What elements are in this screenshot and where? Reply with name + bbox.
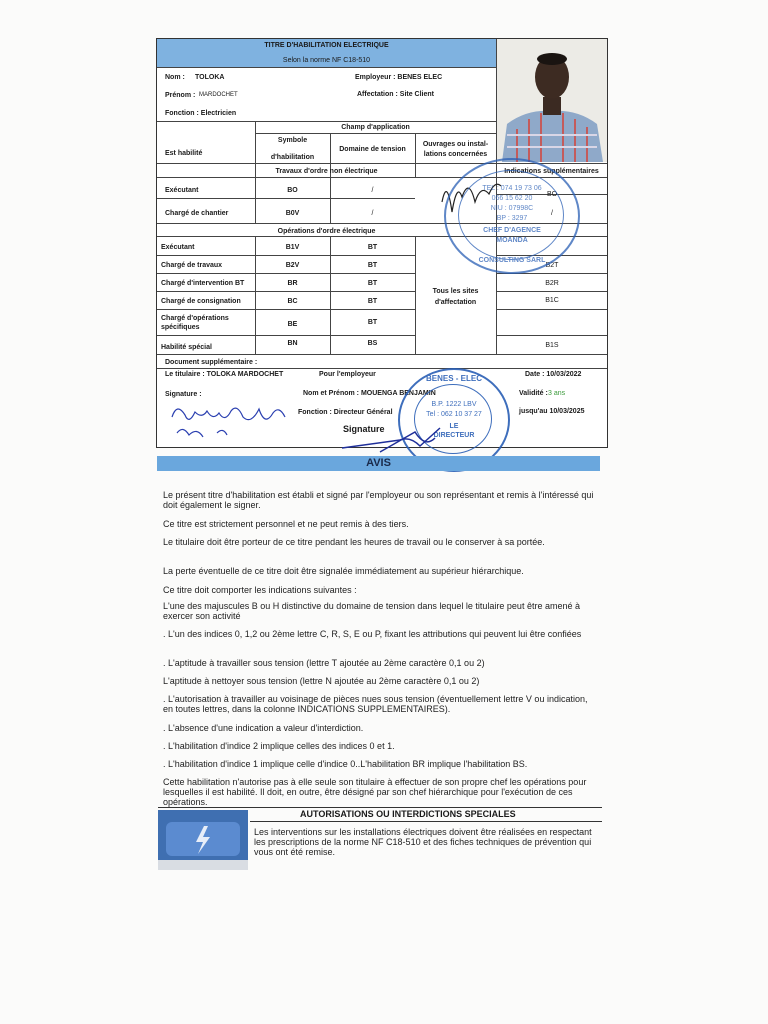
row-travaux-symbole: B2V: [285, 262, 300, 269]
holder-photo: [497, 39, 607, 162]
row-chantier-label: Chargé de chantier: [165, 210, 229, 217]
avis-p5: Ce titre doit comporter les indications suivantes :: [163, 585, 357, 595]
row-executant-nonelec-symbole: BO: [287, 187, 298, 194]
row-specifiques-symbole: BE: [287, 321, 298, 328]
electric-logo-image: [158, 810, 248, 870]
avis-p1: Le présent titre d'habilitation est établi et signé par l'employeur ou son représentant et remis à l'intéressé qui doit également le signer.: [163, 490, 594, 510]
avis-p10: . L'autorisation à travailler au voisinage de pièces nues sous tension (éventuellement lettre V ou indication, en toutes lettres, dans la colonne INDICATIONS SUPPLEMENTAIRES).: [163, 694, 588, 714]
avis-p13: . L'habilitation d'indice 1 implique celle d'indice 0..L'habilitation BR implique l'habilitation BS.: [163, 759, 528, 769]
row-intervention-symbole: BR: [287, 280, 298, 287]
row-intervention-label: Chargé d'intervention BT: [161, 280, 245, 287]
fonction-employeur: Fonction : Directeur Général: [298, 409, 393, 416]
indications-supp: Indications supplémentaires: [504, 168, 599, 175]
row-executant-nonelec-domaine: /: [371, 187, 374, 194]
nom-label: Nom :: [165, 74, 185, 81]
stamp1-line6: MOANDA: [496, 237, 528, 244]
col-ouvrages-1: Ouvrages ou instal-: [422, 141, 489, 148]
row-chantier-symbole: B0V: [285, 210, 300, 217]
row-intervention-domaine: BT: [367, 280, 378, 287]
employeur: Employeur : BENES ELEC: [355, 74, 443, 81]
titulaire-signature: [167, 397, 292, 443]
row-executant-label: Exécutant: [161, 244, 195, 251]
row-travaux-indication: B2T: [545, 262, 559, 269]
avis-p14: Cette habilitation n'autorise pas à elle seule son titulaire à effectuer de son propre chef les opérations pour lesquelles il est habilité. Il doit, en outre, être désigné par son chef hiérarchique pour l'exécution de ces opérations.: [163, 777, 587, 807]
col-ouvrages-2: lations concernées: [423, 151, 488, 158]
avis-p8: . L'aptitude à travailler sous tension (lettre T ajoutée au 2ème caractère 0,1 ou 2): [163, 658, 485, 668]
ops-elec: Opérations d'ordre électrique: [277, 228, 376, 235]
stamp2-line1: B.P. 1222 LBV: [431, 401, 477, 408]
prenom-label: Prénom :: [165, 92, 196, 99]
row-special-label: Habilité spécial: [161, 344, 212, 351]
stamp2-top: BENES - ELEC: [425, 374, 482, 383]
avis-p12: . L'habilitation d'indice 2 implique celles des indices 0 et 1.: [163, 741, 395, 751]
row-special-indication: B1S: [545, 342, 559, 349]
signature-employeur: Signature: [343, 424, 385, 434]
autorisations-rule: [158, 807, 602, 808]
avis-p6: L'une des majuscules B ou H distinctive du domaine de tension dans lequel le titulaire peut être amené à exercer son activité: [163, 601, 580, 621]
row-chantier-domaine: /: [371, 210, 374, 217]
row-travaux-label: Chargé de travaux: [161, 262, 223, 269]
row-executant-nonelec-indication: BO: [546, 191, 558, 198]
row-chantier-indication: /: [551, 210, 553, 217]
row-specifiques-label: Chargé d'opérations spécifiques: [161, 315, 229, 331]
col-symbole-1: Symbole: [277, 137, 308, 144]
nom-prenom-employeur: Nom et Prénom : MOUENGA BENJAMIN: [303, 390, 436, 397]
row-special-symbole: BN: [287, 340, 298, 347]
row-consignation-domaine: BT: [367, 298, 378, 305]
champ-application: Champ d'application: [341, 124, 410, 131]
employer-signature: [340, 418, 450, 460]
tous-sites-1: Tous les sites: [432, 288, 479, 295]
travaux-non-elec: Travaux d'ordre non électrique: [275, 168, 378, 175]
validite-label: Validité :: [519, 390, 548, 397]
autorisations-heading: AUTORISATIONS OU INTERDICTIONS SPECIALES: [300, 809, 516, 819]
stamp1-line1: TEL : 074 19 73 06: [482, 185, 542, 192]
row-executant-symbole: B1V: [285, 244, 300, 251]
pour-employeur: Pour l'employeur: [319, 371, 376, 378]
row-executant-domaine: BT: [367, 244, 378, 251]
stamp1-line4: BP : 3297: [496, 215, 528, 222]
affectation: Affectation : Site Client: [357, 91, 435, 98]
card-subtitle: Selon la norme NF C18-510: [282, 57, 371, 64]
col-symbole-2: d'habilitation: [270, 154, 315, 161]
row-travaux-domaine: BT: [367, 262, 378, 269]
date: Date : 10/03/2022: [525, 371, 582, 378]
avis-p2: Ce titre est strictement personnel et ne peut remis à des tiers.: [163, 519, 409, 529]
signature-label: Signature :: [165, 391, 202, 398]
avis-p9: L'aptitude à nettoyer sous tension (lettre N ajoutée au 2ème caractère 0,1 ou 2): [163, 676, 480, 686]
row-specifiques-domaine: BT: [367, 319, 378, 326]
prenom-value: MARDOCHET: [199, 92, 238, 98]
avis-p7: . L'un des indices 0, 1,2 ou 2ème lettre C, R, S, E ou P, fixant les attributions qui peuvent lui être confiées: [163, 629, 582, 639]
stamp1-line2: 066 15 62 20: [491, 195, 533, 202]
stamp1-ring: CONSULTING SARL: [478, 257, 546, 264]
stamp1-line3: NIU : 07998C: [490, 205, 534, 212]
row-consignation-symbole: BC: [287, 298, 298, 305]
avis-heading: AVIS: [366, 457, 391, 469]
avis-p4: La perte éventuelle de ce titre doit être signalée immédiatement au supérieur hiérarchique.: [163, 566, 524, 576]
stamp2-line2: Tel : 062 10 37 27: [426, 411, 482, 418]
avis-p3: Le titulaire doit être porteur de ce titre pendant les heures de travail ou le conserver à sa portée.: [163, 537, 545, 547]
avis-p11: . L'absence d'une indication a valeur d'interdiction.: [163, 723, 364, 733]
doc-supp: Document supplémentaire :: [165, 359, 258, 366]
row-consignation-label: Chargé de consignation: [161, 298, 241, 305]
row-intervention-indication: B2R: [545, 280, 559, 287]
nom-value: TOLOKA: [195, 74, 225, 81]
stamp2-line3: LE: [449, 423, 459, 430]
validite-value: 3 ans: [548, 390, 566, 397]
fonction: Fonction : Electricien: [165, 110, 237, 117]
row-special-domaine: BS: [367, 340, 378, 347]
autorisations-text: Les interventions sur les installations électriques doivent être réalisées en respectant les prescriptions de la norme NF C18-510 et des fiches techniques de prévention qui vous ont été remise.: [254, 827, 592, 857]
stamp2-line4: DIRECTEUR: [433, 432, 475, 439]
est-habilite: Est habilité: [165, 150, 203, 157]
jusquau: jusqu'au 10/03/2025: [519, 408, 585, 415]
consulting-stamp: [444, 158, 580, 274]
tous-sites-2: d'affectation: [434, 299, 477, 306]
titulaire: Le titulaire : TOLOKA MARDOCHET: [165, 371, 284, 378]
card-title: TITRE D'HABILITATION ELECTRIQUE: [264, 42, 389, 49]
col-domaine: Domaine de tension: [339, 146, 406, 153]
row-executant-nonelec-label: Exécutant: [165, 187, 199, 194]
stamp1-line5: CHEF D'AGENCE: [483, 227, 541, 234]
row-consignation-indication: B1C: [545, 297, 559, 304]
